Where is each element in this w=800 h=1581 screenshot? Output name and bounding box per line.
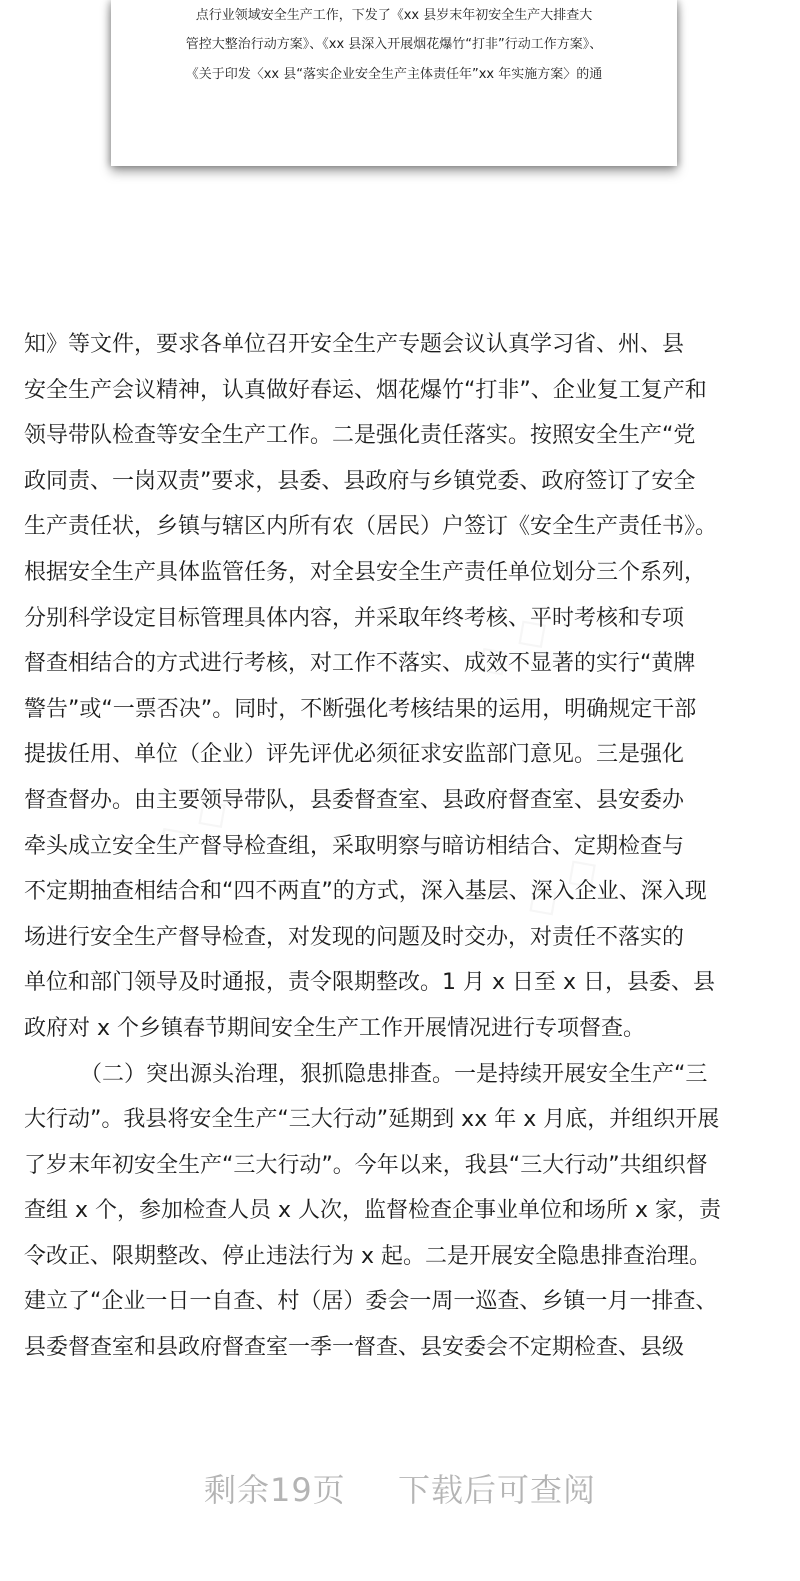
body-line: 场进行安全生产督导检查，对发现的问题及时交办，对责任不落实的 (24, 924, 685, 950)
body-line: 令改正、限期整改、停止违法行为 x 起。二是开展安全隐患排查治理。 (24, 1243, 712, 1269)
body-line: 建立了“企业一日一自查、村（居）委会一周一巡查、乡镇一月一排查、 (24, 1289, 718, 1315)
section-heading-line: （二）突出源头治理，狠抓隐患排查。一是持续开展安全生产“三 (80, 1061, 708, 1087)
body-line: 不定期抽查相结合和“四不两直”的方式，深入基层、深入企业、深入现 (24, 879, 707, 905)
preview-line-3: 《关于印发〈xx 县“落实企业安全生产主体责任年”xx 年实施方案〉的通 (185, 67, 603, 82)
body-line: 领导带队检查等安全生产工作。二是强化责任落实。按照安全生产“党 (24, 423, 696, 449)
body-line: 安全生产会议精神，认真做好春运、烟花爆竹“打非”、企业复工复产和 (24, 377, 707, 403)
body-line: 单位和部门领导及时通报，责令限期整改。1 月 x 日至 x 日，县委、县 (24, 970, 716, 996)
preview-line-2: 管控大整治行动方案》、《xx 县深入开展烟花爆竹“打非”行动工作方案》、 (185, 37, 603, 52)
body-line: 根据安全生产具体监管任务，对全县安全生产责任单位划分三个系列， (24, 559, 707, 585)
body-line: 政同责、一岗双责”要求，县委、县政府与乡镇党委、政府签订了安全 (24, 468, 696, 494)
download-hint-label: 下载后可查阅 (398, 1471, 597, 1509)
body-line: 知》等文件，要求各单位召开安全生产专题会议认真学习省、州、县 (24, 332, 685, 357)
body-line: 查组 x 个，参加检查人员 x 人次，监督检查企事业单位和场所 x 家，责 (24, 1198, 722, 1224)
body-line: 警告”或“一票否决”。同时，不断强化考核结果的运用，明确规定干部 (24, 696, 697, 722)
body-line: 了岁末年初安全生产“三大行动”。今年以来，我县“三大行动”共组织督 (24, 1152, 708, 1178)
body-line: 县委督查室和县政府督查室一季一督查、县安委会不定期检查、县级 (24, 1335, 685, 1361)
remaining-pages-label: 剩余19页 (203, 1471, 346, 1509)
preview-line-1: 点行业领域安全生产工作，下发了《xx 县岁末年初安全生产大排查大 (195, 8, 593, 23)
remaining-pages-notice[interactable] (0, 1470, 800, 1510)
body-line: 政府对 x 个乡镇春节期间安全生产工作开展情况进行专项督查。 (24, 1015, 646, 1041)
body-line: 督查相结合的方式进行考核，对工作不落实、成效不显著的实行“黄牌 (24, 651, 696, 677)
body-line: 牵头成立安全生产督导检查组，采取明察与暗访相结合、定期检查与 (24, 833, 685, 859)
body-line: 提拔任用、单位（企业）评先评优必须征求安监部门意见。三是强化 (24, 742, 685, 768)
body-line: 大行动”。我县将安全生产“三大行动”延期到 xx 年 x 月底，并组织开展 (24, 1107, 720, 1133)
body-line: 生产责任状，乡镇与辖区内所有农（居民）户签订《安全生产责任书》。 (24, 514, 718, 540)
body-line: 督查督办。由主要领导带队，县委督查室、县政府督查室、县安委办 (24, 787, 685, 813)
preview-page-card (111, 0, 677, 166)
document-body (24, 322, 776, 1371)
body-line: 分别科学设定目标管理具体内容，并采取年终考核、平时考核和专项 (24, 605, 685, 631)
